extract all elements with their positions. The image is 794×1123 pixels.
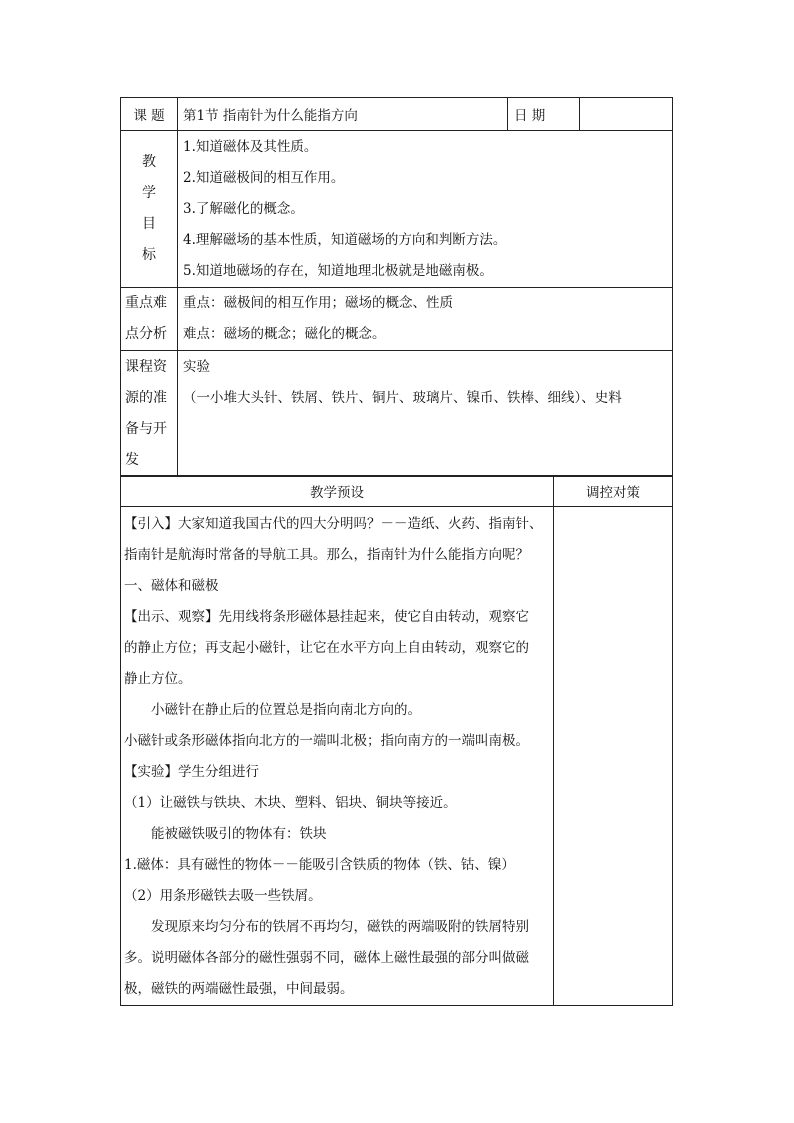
plan-line: 指南针是航海时常备的导航工具。那么，指南针为什么能指方向呢？ [124,547,529,563]
plan-body-row [121,507,673,1006]
key-points-label: 重点难 点分析 [121,288,178,351]
objective-item: 3.了解磁化的概念。 [183,201,304,217]
plan-line: 静止方位。 [124,671,192,687]
resource-line: 实验 [183,359,210,375]
plan-body [121,507,554,1006]
plan-line: 【出示、观察】先用线将条形磁体悬挂起来，使它自由转动，观察它 [124,609,529,625]
plan-line: （1）让磁铁与铁块、木块、塑料、铝块、铜块等接近。 [124,795,457,811]
plan-line: 发现原来均匀分布的铁屑不再均匀，磁铁的两端吸附的铁屑特别 [151,919,529,935]
plan-line: 【引入】大家知道我国古代的四大分明吗？－－造纸、火药、指南针、 [124,516,543,532]
plan-line: 极，磁铁的两端磁性最强，中间最弱。 [124,981,354,997]
plan-line: 小磁针在静止后的位置总是指向南北方向的。 [151,702,421,718]
objectives-content [178,131,673,288]
plan-header-row [121,476,673,507]
plan-line: 一、磁体和磁极 [124,578,219,594]
plan-line: 1.磁体：具有磁性的物体－－能吸引含铁质的物体（铁、钴、镍） [124,857,515,873]
resources-content [178,351,673,477]
plan-header-right: 调控对策 [554,476,673,507]
key-point-line: 重点：磁极间的相互作用；磁场的概念、性质 [183,295,453,311]
resources-row [121,351,673,477]
objective-item: 4.理解磁场的基本性质，知道磁场的方向和判断方法。 [183,232,507,248]
plan-line: 小磁针或条形磁体指向北方的一端叫北极；指向南方的一端叫南极。 [124,733,529,749]
plan-lines [124,509,553,1005]
title-row [121,98,673,131]
resources-label: 课程资 源的准 备与开 发 [121,351,178,477]
plan-line: （2）用条形磁铁去吸一些铁屑。 [124,888,322,904]
date-value [580,98,673,131]
plan-line: 能被磁铁吸引的物体有：铁块 [151,826,327,842]
lesson-title: 第1节 指南针为什么能指方向 [178,98,508,131]
objectives-label: 教 学 目 标 [121,131,178,288]
key-points-content [178,288,673,351]
subject-label: 课 题 [121,98,178,131]
resource-line: （一小堆大头针、铁屑、铁片、铜片、玻璃片、镍币、铁棒、细线）、史料 [183,390,622,406]
lesson-info-table [120,97,673,477]
objectives-row [121,131,673,288]
date-label: 日 期 [508,98,580,131]
plan-header-left: 教学预设 [121,476,554,507]
key-point-line: 难点：磁场的概念；磁化的概念。 [183,326,386,342]
objective-item: 2.知道磁极间的相互作用。 [183,170,345,186]
teaching-plan-table [120,475,673,1006]
plan-line: 【实验】学生分组进行 [124,764,259,780]
objective-item: 1.知道磁体及其性质。 [183,139,318,155]
objective-item: 5.知道地磁场的存在，知道地理北极就是地磁南极。 [183,263,493,279]
plan-line: 的静止方位；再支起小磁针，让它在水平方向上自由转动，观察它的 [124,640,529,656]
key-points-row [121,288,673,351]
plan-line: 多。说明磁体各部分的磁性强弱不同，磁体上磁性最强的部分叫做磁 [124,950,529,966]
plan-strategy-cell [554,507,673,1006]
